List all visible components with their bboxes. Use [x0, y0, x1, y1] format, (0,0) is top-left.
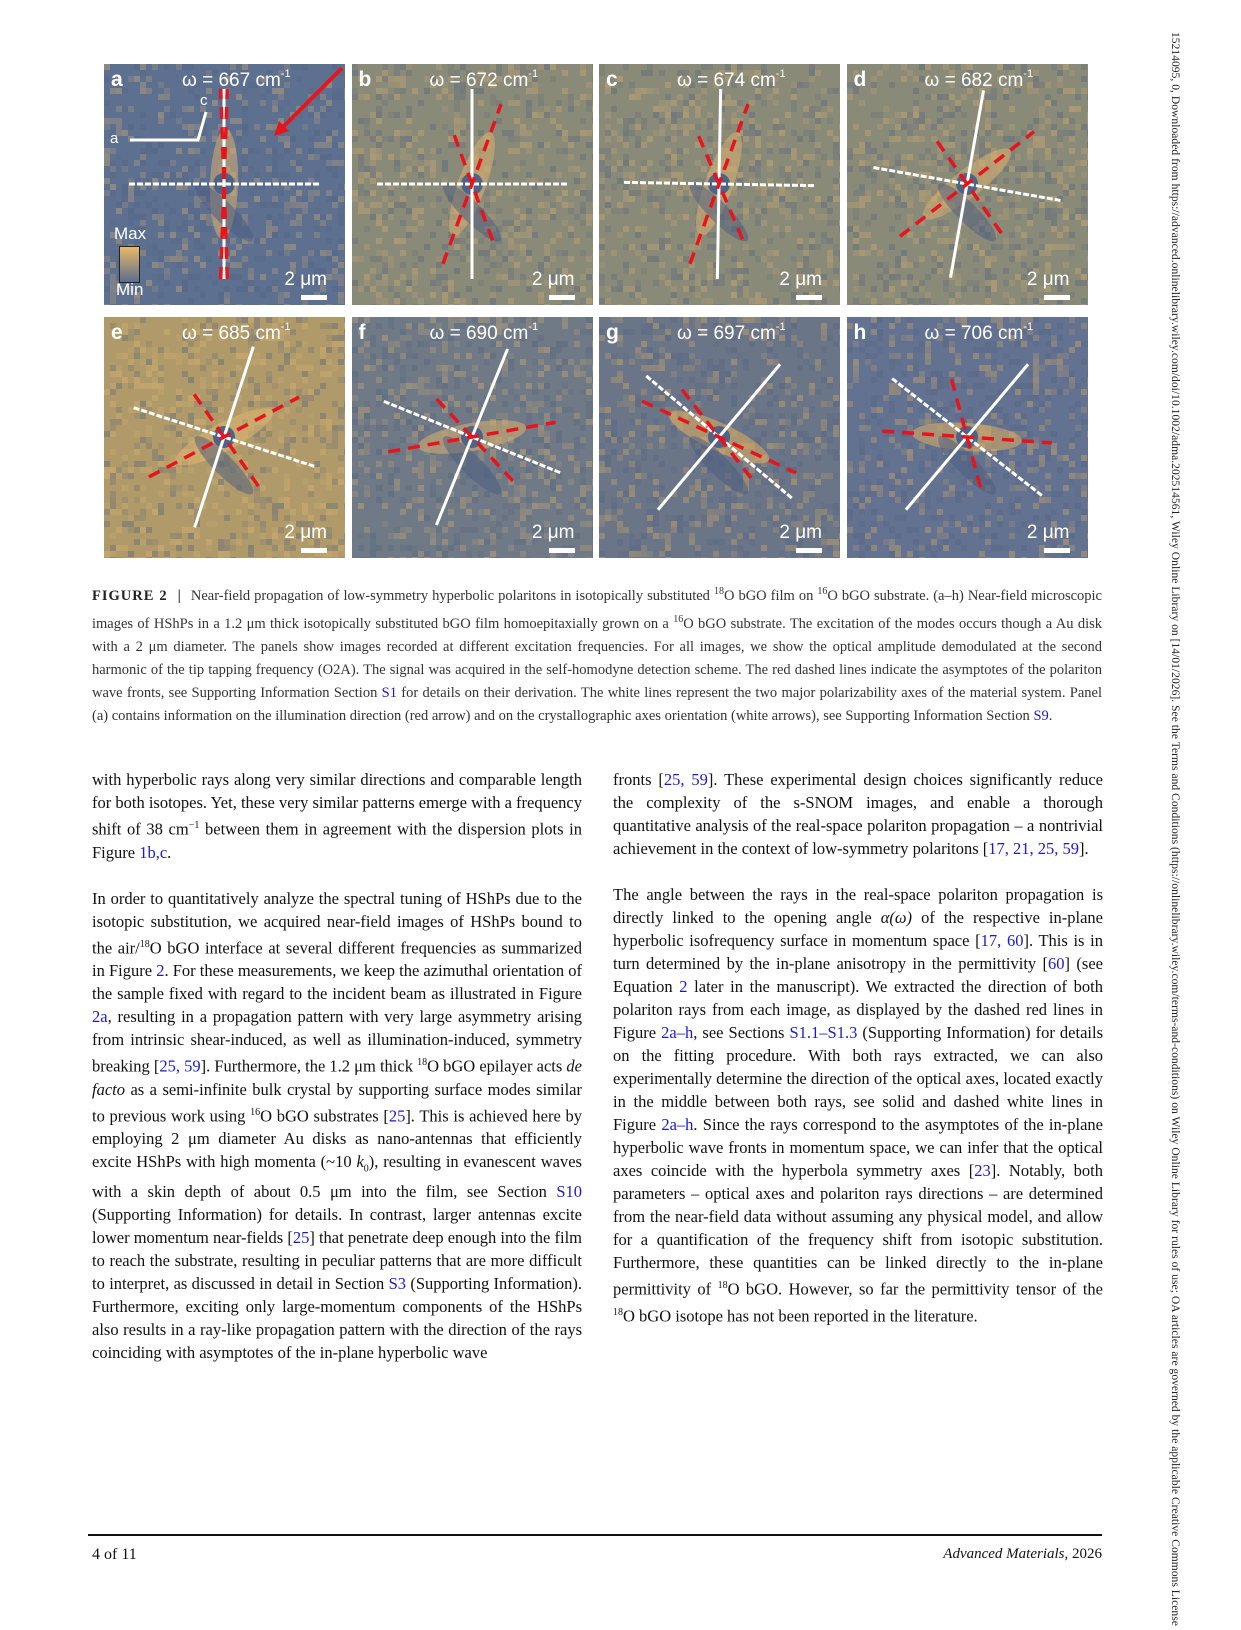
reference-link[interactable]: 25	[292, 1228, 310, 1248]
reference-link[interactable]: S1	[381, 684, 397, 701]
scale-bar-label: 2 μm	[284, 269, 327, 290]
frequency-unit-exponent: -1	[1023, 321, 1034, 333]
text-run: ] that penetrate deep enough into the film to reach the substrate, resulting in peculiar patterns that are more difficult to interpret, as discussed in detail in Section	[92, 1228, 583, 1294]
panel-label: h	[853, 321, 867, 344]
subscript: 0	[363, 1163, 369, 1175]
superscript: 18	[139, 938, 150, 950]
frequency-label	[925, 68, 1034, 92]
frequency-value: ω = 685 cm	[182, 323, 281, 344]
text-run: ]. This is in turn determined by the in-plane anisotropy in the permittivity [	[613, 931, 1103, 973]
text-run: with hyperbolic rays along very similar directions and comparable length for both isotopes. Yet, these very similar patterns emerge with a frequency shift of 38 cm	[92, 770, 582, 839]
frequency-value: ω = 674 cm	[677, 70, 776, 91]
figure-label: FIGURE 2	[92, 587, 168, 604]
panel-a	[104, 64, 345, 305]
text-run: , see Sections	[693, 1023, 790, 1042]
body-column-left	[92, 768, 582, 1387]
frequency-value: ω = 667 cm	[182, 70, 281, 91]
frequency-unit-exponent: -1	[1023, 68, 1034, 80]
paragraph	[92, 768, 582, 864]
scale-bar	[796, 548, 822, 553]
paragraph	[92, 887, 582, 1365]
text-run: O bGO substrate. The excitation of the modes occurs though a Au disk with a 2 μm diameter. The panels show images recorded at different excitation frequencies. For all images, we show the optical amplitude demodulated at the second harmonic of the tip tapping frequency (O2A). The signal was acquired in the self-homodyne detection scheme. The red dashed lines indicate the asymptotes of the polariton wave fronts, see Supporting Information Section	[92, 615, 1102, 701]
figure-2-panels	[104, 64, 1088, 558]
superscript: 18	[717, 1280, 728, 1291]
frequency-value: ω = 682 cm	[924, 70, 1024, 91]
text-run: (Supporting Information). Furthermore, exciting only large-momentum components of the HShPs also results in a ray-like propagation pattern with the direction of the rays coinciding with asymptotes of the in-plane hyperbolic wave	[92, 1274, 582, 1363]
colorbar	[119, 246, 140, 283]
frequency-label	[430, 68, 539, 92]
caption-separator: |	[177, 587, 181, 604]
text-run: for details on their derivation. The white lines represent the two major polarizability axes of the material system. Panel (a) contains information on the illumination direction (red arrow) and on the crystallographic axes orientation (white arrows), see Supporting Information Section	[92, 684, 1102, 724]
panel-c	[599, 64, 840, 305]
text-run: (Supporting Information) for details. In contrast, larger antennas excite lower momentum near-fields [	[92, 1205, 582, 1248]
scale-bar-label: 2 μm	[1026, 269, 1070, 290]
text-run: O bGO epilayer acts	[427, 1056, 567, 1076]
panel-b	[352, 64, 593, 305]
scale-bar	[549, 548, 575, 553]
text-run: ), resulting in evanescent waves with a skin depth of about 0.5 μm into the film, see Section	[92, 1152, 582, 1202]
colorbar-max-label: Max	[114, 224, 147, 243]
panel-g	[599, 317, 840, 558]
text-run: between them in agreement with the dispersion plots in Figure	[92, 819, 582, 862]
reference-link[interactable]: 60	[1048, 954, 1065, 973]
text-run: ]. Furthermore, the 1.2 μm thick	[200, 1056, 418, 1076]
journal-title: Advanced Materials	[943, 1546, 1065, 1562]
text-run: In order to quantitatively analyze the spectral tuning of HShPs due to the isotopic substitution, we acquired near-field images of HShPs bound to the air/	[92, 888, 582, 957]
panel-label: c	[606, 68, 618, 91]
text-run: Near-field propagation of low-symmetry hyperbolic polaritons in isotopically substituted	[190, 587, 714, 604]
italic-text: k	[356, 1152, 364, 1171]
scale-bar	[1044, 548, 1070, 553]
panel-e	[104, 317, 345, 558]
reference-link[interactable]: S1.1–S1.3	[789, 1023, 858, 1042]
text-run: O bGO. However, so far the permittivity tensor of the	[727, 1279, 1103, 1299]
scale-bar-label: 2 μm	[779, 522, 822, 543]
scale-bar	[549, 295, 575, 300]
frequency-label	[677, 68, 786, 92]
caption-text	[92, 588, 1102, 724]
text-run: as a semi-infinite bulk crystal by supporting surface modes similar to previous work using	[92, 1079, 582, 1125]
panel-d	[847, 64, 1088, 305]
panel-h	[847, 317, 1088, 558]
italic-text: α(ω)	[880, 908, 913, 927]
reference-link[interactable]: 2	[679, 977, 688, 996]
superscript: −1	[188, 820, 200, 831]
text-run: O bGO substrate. (a–h) Near-field microscopic images of HShPs in a 1.2 μm thick isotopically substituted bGO film homoepitaxially grown on a	[92, 587, 1102, 632]
text-run: later in the manuscript). We extracted the direction of both polariton rays from each image, as displayed by the dashed red lines in Figure	[613, 977, 1104, 1042]
footer-rule	[88, 1534, 1102, 1536]
reference-link[interactable]: 17, 21, 25, 59	[988, 839, 1080, 858]
text-run: . For these measurements, we keep the azimuthal orientation of the sample fixed with regard to the incident beam as illustrated in Figure	[92, 961, 582, 1003]
reference-link[interactable]: 25, 59	[159, 1056, 201, 1076]
panel-f	[352, 317, 593, 558]
journal-year: , 2026	[1064, 1546, 1102, 1562]
reference-link[interactable]: S3	[388, 1274, 406, 1294]
frequency-unit-exponent: -1	[280, 321, 291, 333]
frequency-unit-exponent: -1	[280, 68, 291, 80]
scale-bar	[796, 295, 822, 300]
journal-name	[943, 1546, 1102, 1563]
axis-a-label: a	[110, 130, 119, 147]
download-sidebar	[1165, 32, 1185, 1626]
scale-bar	[301, 548, 327, 553]
frequency-value: ω = 706 cm	[924, 323, 1024, 344]
frequency-label	[182, 68, 291, 92]
frequency-label	[677, 321, 786, 345]
text-run: O bGO film on	[723, 587, 818, 604]
scale-bar-label: 2 μm	[284, 522, 327, 543]
panel-label: a	[111, 68, 123, 91]
reference-link[interactable]: S9	[1033, 707, 1049, 724]
scale-bar-label: 2 μm	[779, 269, 822, 290]
panel-label: d	[853, 68, 867, 91]
reference-link[interactable]: 23	[974, 1161, 991, 1180]
frequency-label	[430, 321, 539, 345]
text-run: O bGO isotope has not been reported in the literature.	[623, 1306, 978, 1325]
frequency-unit-exponent: -1	[775, 321, 786, 333]
frequency-unit-exponent: -1	[528, 68, 539, 80]
paragraph	[613, 883, 1103, 1327]
frequency-value: ω = 690 cm	[429, 323, 529, 344]
paragraph	[613, 768, 1103, 860]
reference-link[interactable]: 2	[156, 961, 165, 980]
text-run: O bGO substrates [	[260, 1106, 389, 1125]
panel-label: e	[111, 321, 123, 344]
text-run: .	[167, 842, 172, 862]
text-run: . Since the rays correspond to the asymptotes of the in-plane hyperbolic wave fronts in momentum space, we can infer that the optical axes coincide with the hyperbola symmetry axes [	[613, 1115, 1103, 1180]
scale-bar-label: 2 μm	[1026, 522, 1070, 543]
text-run: ] (see Equation	[613, 954, 1103, 996]
reference-link[interactable]: 2a	[92, 1007, 108, 1026]
download-notice: 15214095, 0, Downloaded from https://advanced.onlinelibrary.wiley.com/doi/10.1002/adma.202514561, Wiley Online Library on [14/01/2026]. See the Terms and Conditions (https://onlinelibrary.wiley.com/terms-and-conditions) on Wiley Online Library for rules of use; OA articles are governed by the applicable Creative Commons License	[1169, 32, 1181, 1626]
text-run: ]. These experimental design choices significantly reduce the complexity of the s-SNOM images, and enable a thorough quantitative analysis of the real-space polariton propagation – a nontrivial achievement in the context of low-symmetry polaritons [	[613, 770, 1103, 858]
frequency-value: ω = 672 cm	[429, 70, 529, 91]
axis-c-label: c	[200, 92, 208, 109]
reference-link[interactable]: 2a–h	[661, 1023, 694, 1042]
scale-bar	[301, 295, 327, 300]
superscript: 18	[417, 1057, 428, 1068]
figure-caption	[92, 580, 1102, 728]
superscript: 16	[673, 613, 684, 625]
superscript: 16	[250, 1106, 261, 1118]
superscript: 16	[817, 586, 828, 597]
scale-bar-label: 2 μm	[531, 522, 575, 543]
panel-label: g	[606, 321, 619, 344]
italic-text: de facto	[92, 1056, 582, 1099]
superscript: 18	[713, 586, 724, 597]
panel-label: b	[358, 68, 372, 91]
text-run: fronts [	[613, 770, 664, 789]
body-column-right	[613, 768, 1103, 1350]
text-run: O bGO interface at several different frequencies as summarized in Figure	[92, 938, 582, 980]
frequency-unit-exponent: -1	[775, 68, 786, 80]
text-run: ].	[1079, 839, 1089, 858]
superscript: 18	[613, 1306, 623, 1318]
frequency-value: ω = 697 cm	[677, 323, 776, 344]
frequency-unit-exponent: -1	[528, 321, 539, 333]
text-run: ]. Notably, both parameters – optical axes and polariton rays directions – are determined from the near-field data without assuming any physical model, and allow for a quantification of the frequency shift from isotopic substitution. Furthermore, these quantities can be linked directly to the in-plane permittivity of	[613, 1161, 1103, 1299]
scale-bar-label: 2 μm	[531, 269, 575, 290]
reference-link[interactable]: 1b,c	[139, 842, 168, 862]
text-run: The angle between the rays in the real-space polariton propagation is directly linked to the opening angle	[613, 885, 1103, 927]
frequency-label	[182, 321, 291, 345]
text-run: , resulting in a propagation pattern with very large asymmetry arising from intrinsic shear-induced, as well as illumination-induced, symmetry breaking [	[92, 1007, 582, 1076]
text-run: of the respective in-plane hyperbolic isofrequency surface in momentum space [	[613, 908, 1103, 950]
colorbar-min-label: Min	[116, 280, 144, 299]
scale-bar	[1044, 295, 1070, 300]
reference-link[interactable]: S10	[556, 1182, 582, 1202]
text-run: (Supporting Information) for details on the fitting procedure. With both rays extracted, we can also experimentally determine the direction of the optical axes, located exactly in the middle between both rays, see solid and dashed white lines in Figure	[613, 1023, 1103, 1134]
page-number: 4 of 11	[92, 1546, 137, 1563]
reference-link[interactable]: 2a–h	[661, 1115, 694, 1134]
frequency-label	[925, 321, 1034, 345]
text-run: ]. This is achieved here by employing 2 μm diameter Au disks as nano-antennas that efficiently excite HShPs with high momenta (~10	[92, 1106, 582, 1171]
reference-link[interactable]: 25	[388, 1106, 406, 1125]
panel-label: f	[358, 321, 366, 344]
text-run: .	[1048, 707, 1053, 724]
reference-link[interactable]: 17, 60	[980, 931, 1024, 950]
reference-link[interactable]: 25, 59	[663, 770, 708, 789]
